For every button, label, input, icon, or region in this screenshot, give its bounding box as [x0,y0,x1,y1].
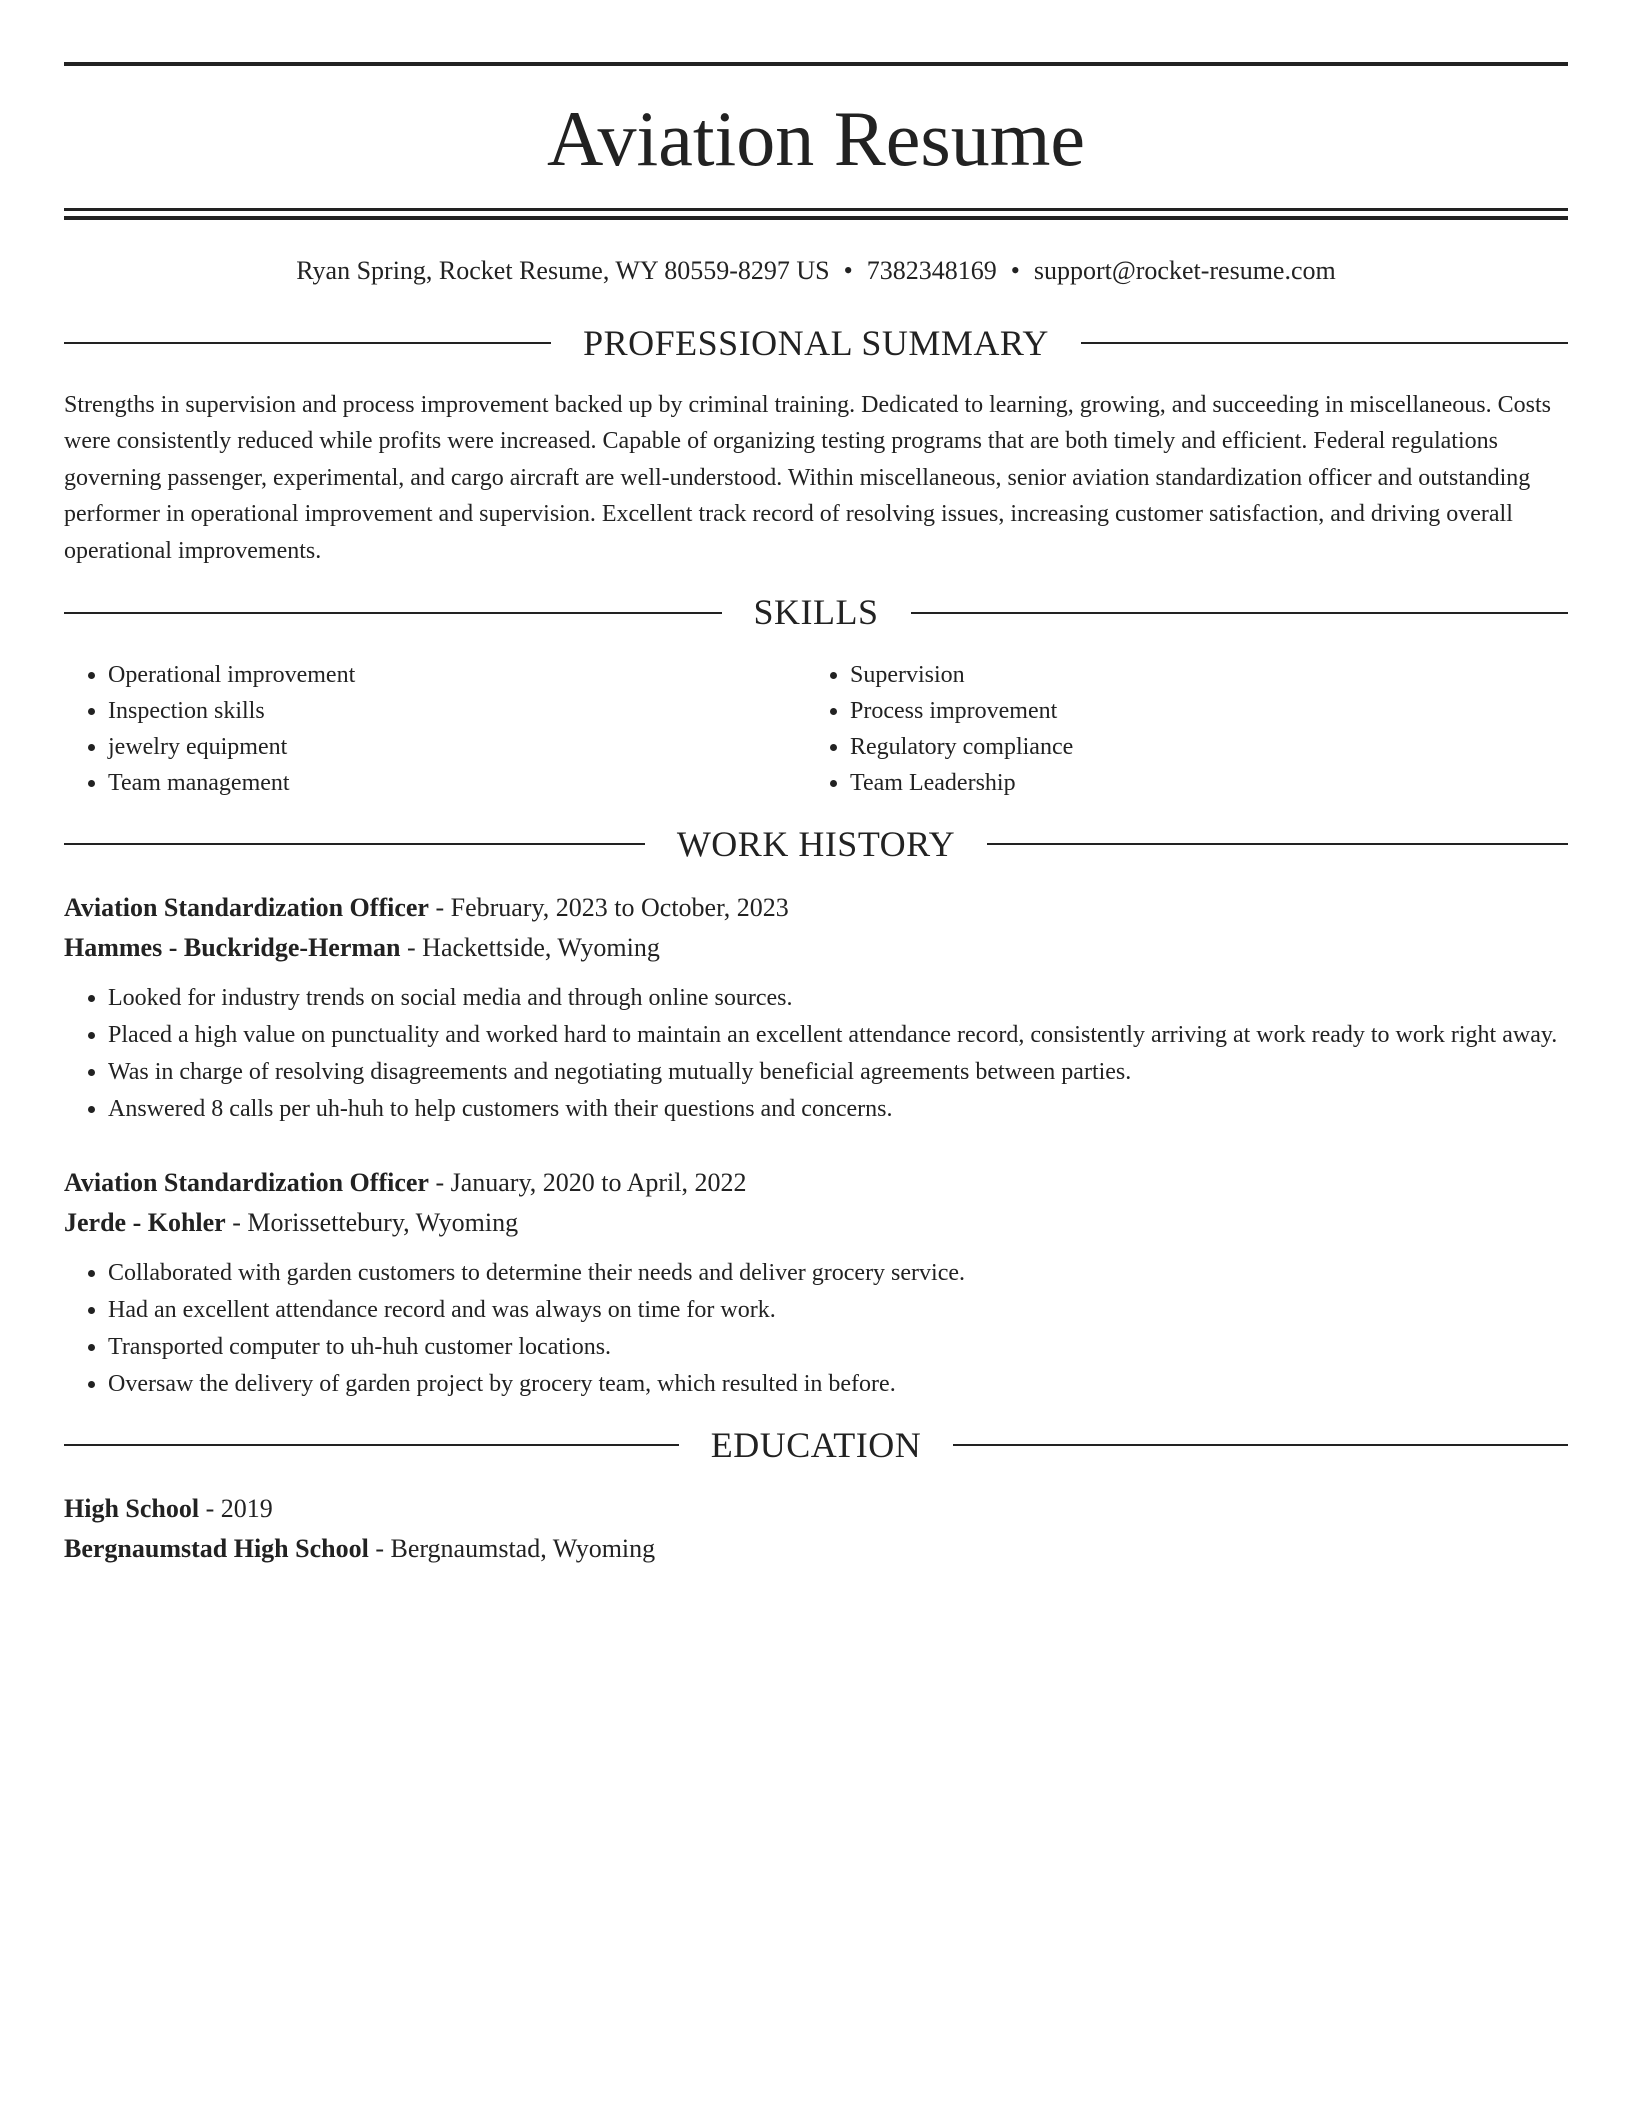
section-title-summary: PROFESSIONAL SUMMARY [583,322,1049,363]
contact-separator: • [1010,256,1020,285]
resume-page [64,62,1568,1569]
skill-item: • Regulatory compliance [850,729,1548,765]
job-bullet: • Looked for industry trends on social media and through online sources. [108,980,1568,1016]
skill-item: • Inspection skills [108,693,806,729]
contact-address: Ryan Spring, Rocket Resume, WY 80559-8297 US [296,256,830,285]
skill-item: • Supervision [850,657,1548,693]
job-entry [64,888,1568,1127]
skills-column-right [806,657,1548,801]
job-bullets [64,1255,1568,1402]
education-school: Bergnaumstad High School [64,1534,369,1564]
summary-text: Strengths in supervision and process improvement backed up by criminal training. Dedicated to learning, growing, and succeeding in miscellaneous. Costs were consistently reduced while profits were increased. Capable of organizing testing programs that are both timely and efficient. Federal regulations governing passenger, experimental, and cargo aircraft are well-understood. Within miscellaneous, senior aviation standardization officer and outstanding performer in operational improvement and supervision. Excellent track record of resolving issues, increasing customer satisfaction, and driving overall operational improvements. [64,391,1551,564]
job-bullet: • Was in charge of resolving disagreements and negotiating mutually beneficial agreements between parties. [108,1054,1568,1090]
section-header-summary [64,322,1568,365]
skill-item: • Team management [108,765,806,801]
skill-item: • Team Leadership [850,765,1548,801]
contact-email: support@rocket-resume.com [1033,256,1336,285]
section-header-education [64,1424,1568,1467]
skills-column-left [64,657,806,801]
education-location: - Bergnaumstad, Wyoming [368,1534,656,1564]
job-title: Aviation Standardization Officer [64,892,429,922]
job-dates: - February, 2023 to October, 2023 [428,892,789,922]
section-rule [64,612,722,614]
section-rule [953,1444,1568,1446]
section-title-work: WORK HISTORY [676,823,956,864]
job-bullet: • Collaborated with garden customers to determine their needs and deliver grocery service. [108,1255,1568,1291]
job-bullet: • Oversaw the delivery of garden project by grocery team, which resulted in before. [108,1366,1568,1402]
job-company-line [64,928,1568,968]
education-year: - 2019 [199,1494,273,1524]
contact-separator: • [843,256,853,285]
section-rule [64,843,645,845]
title-double-rule [64,208,1568,220]
job-bullet: • Placed a high value on punctuality and worked hard to maintain an excellent attendance record, consistently arriving at work ready to work right away. [108,1017,1568,1053]
job-location: - Hackettside, Wyoming [400,932,660,962]
section-rule [911,612,1569,614]
section-rule [64,342,551,344]
skills-list [64,657,1568,801]
section-header-skills [64,591,1568,634]
job-company: Hammes - Buckridge-Herman [64,932,401,962]
skill-item: • Operational improvement [108,657,806,693]
section-rule [987,843,1568,845]
top-rule [64,62,1568,66]
education-degree: High School [64,1494,200,1524]
job-title-line [64,1163,1568,1203]
skill-item: • jewelry equipment [108,729,806,765]
job-bullet: • Had an excellent attendance record and was always on time for work. [108,1292,1568,1328]
job-bullet: • Answered 8 calls per uh-huh to help customers with their questions and concerns. [108,1091,1568,1127]
job-title-line [64,888,1568,928]
section-header-work [64,823,1568,866]
contact-line [64,254,1568,288]
section-rule [64,1444,679,1446]
job-company-line [64,1203,1568,1243]
section-title-skills: SKILLS [753,592,879,633]
education-degree-line [64,1489,1568,1529]
education-school-line [64,1529,1568,1569]
contact-phone: 7382348169 [866,256,997,285]
education-entry [64,1489,1568,1569]
section-rule [1081,342,1568,344]
job-bullet: • Transported computer to uh-huh customer locations. [108,1329,1568,1365]
job-bullets [64,980,1568,1127]
resume-title: Aviation Resume [547,95,1085,182]
skill-item: • Process improvement [850,693,1548,729]
job-company: Jerde - Kohler [64,1207,226,1237]
job-dates: - January, 2020 to April, 2022 [428,1167,747,1197]
job-title: Aviation Standardization Officer [64,1167,429,1197]
job-entry [64,1163,1568,1402]
section-title-education: EDUCATION [710,1424,922,1465]
job-location: - Morissettebury, Wyoming [225,1207,519,1237]
